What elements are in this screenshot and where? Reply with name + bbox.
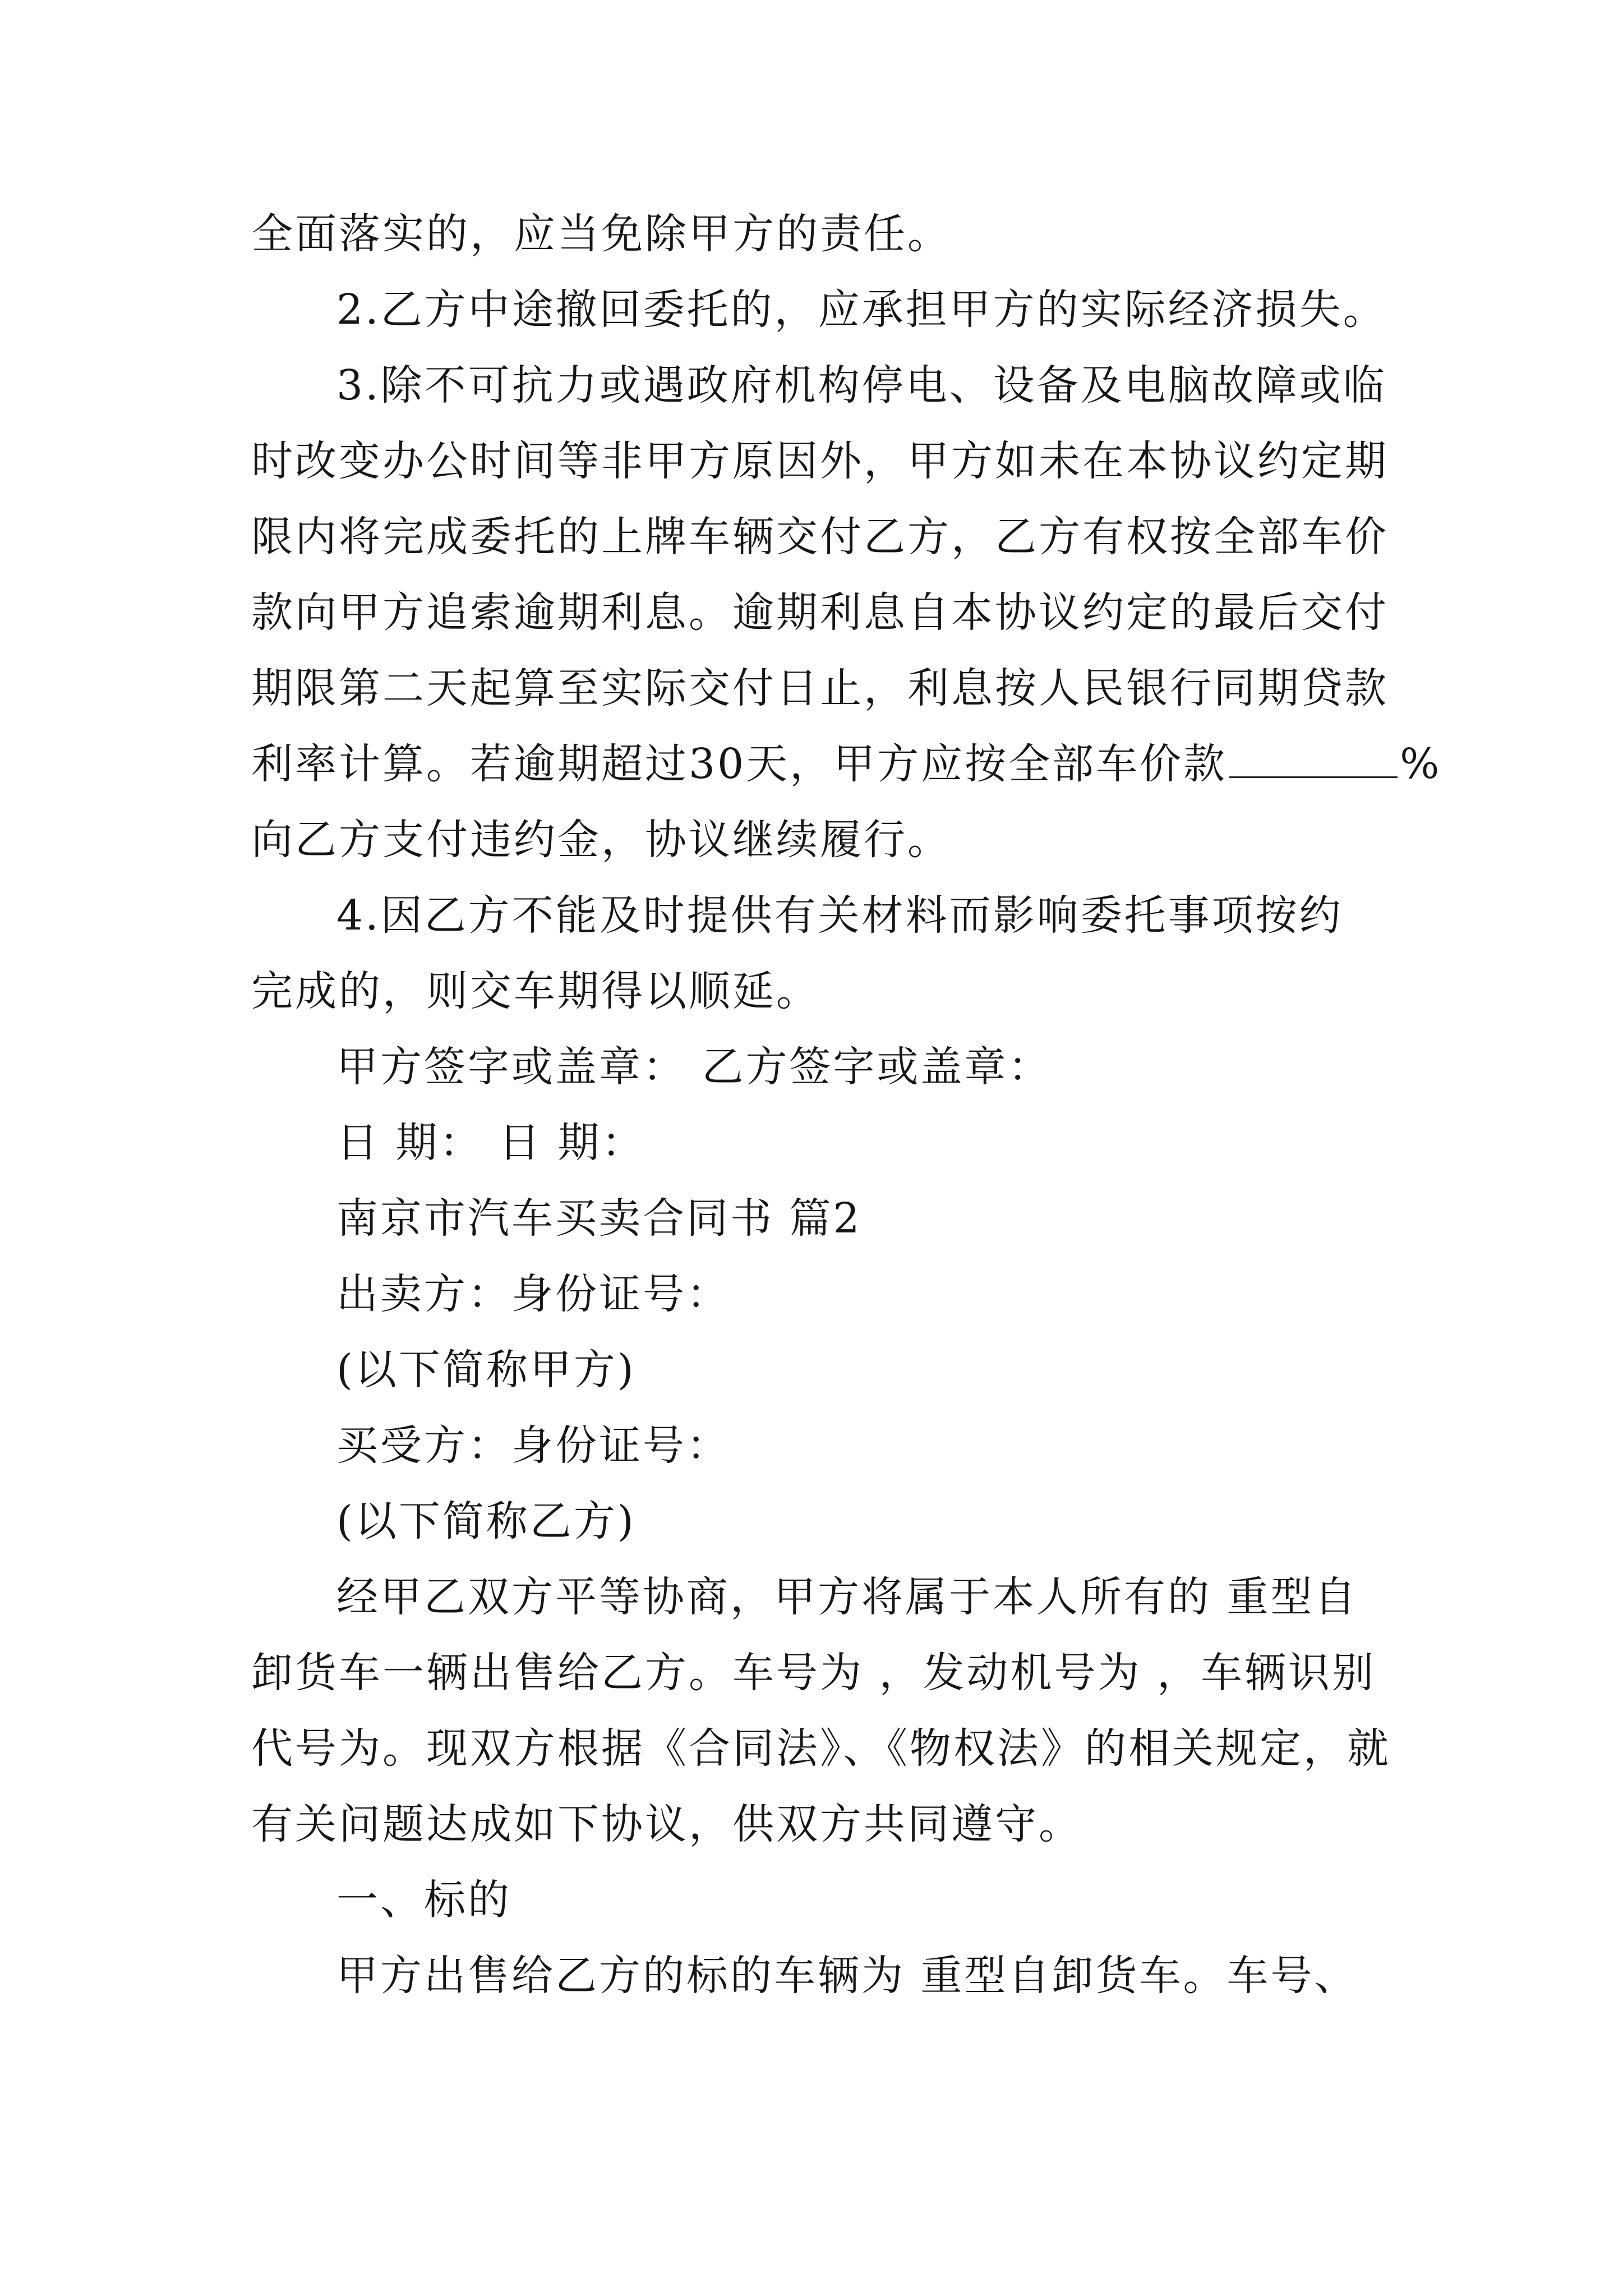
subject-heading: 一、标的 xyxy=(336,1876,511,1924)
paragraph-line: 期限第二天起算至实际交付日止，利息按人民银行同期贷款 xyxy=(251,664,1389,712)
fill-in-blank[interactable] xyxy=(1229,737,1398,778)
paragraph-line: 代号为。现双方根据《合同法》、《物权法》的相关规定，就 xyxy=(251,1724,1391,1773)
buyer-alias: (以下简称乙方) xyxy=(336,1497,636,1545)
paragraph-line-with-blank xyxy=(251,733,1442,795)
paragraph-line: 时改变办公时间等非甲方原因外，甲方如未在本协议约定期 xyxy=(251,437,1389,485)
clause-2: 2.乙方中途撤回委托的，应承担甲方的实际经济损失。 xyxy=(336,286,1387,334)
penalty-text: 利率计算。若逾期超过30天，甲方应按全部车价款 xyxy=(251,740,1228,788)
section-heading: 南京市汽车买卖合同书 篇2 xyxy=(336,1194,862,1243)
paragraph-line: 向乙方支付违约金，协议继续履行。 xyxy=(251,816,951,864)
percent-sign: % xyxy=(1400,740,1442,788)
paragraph-line: 完成的，则交车期得以顺延。 xyxy=(251,967,820,1015)
signature-line: 甲方签字或盖章： 乙方签字或盖章： xyxy=(336,1043,1052,1091)
paragraph-line: 全面落实的，应当免除甲方的责任。 xyxy=(251,210,951,258)
paragraph-line: 款向甲方追索逾期利息。逾期利息自本协议约定的最后交付 xyxy=(251,588,1389,637)
seller-alias: (以下简称甲方) xyxy=(336,1346,636,1394)
seller-line: 出卖方：身份证号： xyxy=(336,1270,730,1318)
paragraph-line: 有关问题达成如下协议，供双方共同遵守。 xyxy=(251,1800,1082,1848)
clause-3: 3.除不可抗力或遇政府机构停电、设备及电脑故障或临 xyxy=(336,361,1387,409)
date-line: 日 期： 日 期： xyxy=(336,1119,645,1167)
clause-4: 4.因乙方不能及时提供有关材料而影响委托事项按约 xyxy=(336,891,1343,940)
paragraph-line: 经甲乙双方平等协商，甲方将属于本人所有的 重型自 xyxy=(336,1573,1358,1621)
paragraph-line: 卸货车一辆出售给乙方。车号为 ，发动机号为 ，车辆识别 xyxy=(251,1649,1376,1697)
paragraph-line: 甲方出售给乙方的标的车辆为 重型自卸货车。车号、 xyxy=(336,1952,1358,2000)
paragraph-line: 限内将完成委托的上牌车辆交付乙方，乙方有权按全部车价 xyxy=(251,513,1389,561)
buyer-line: 买受方：身份证号： xyxy=(336,1421,730,1470)
